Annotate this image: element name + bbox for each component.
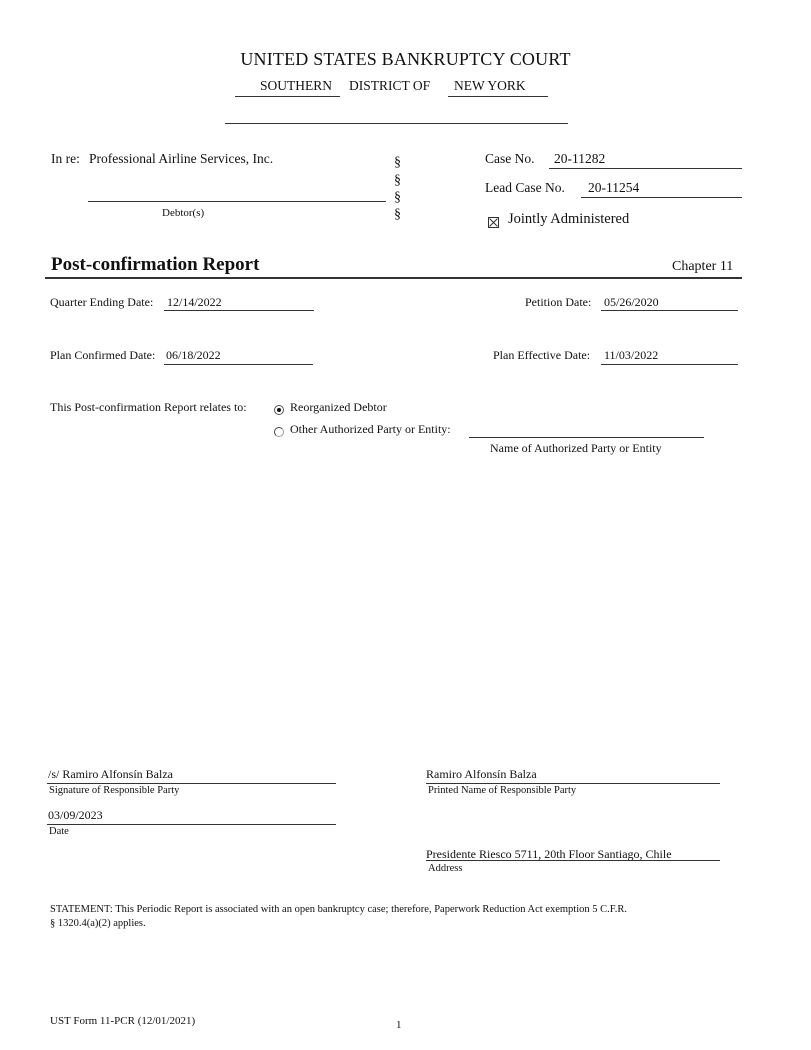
authorized-party-field[interactable] (469, 437, 704, 438)
district-state: NEW YORK (454, 78, 526, 93)
page-number: 1 (396, 1019, 402, 1031)
reorganized-debtor-radio[interactable] (274, 401, 284, 419)
quarter-ending-line (164, 310, 314, 311)
court-title: UNITED STATES BANKRUPTCY COURT (240, 49, 571, 69)
jointly-administered-checkbox[interactable] (488, 214, 499, 232)
other-party-radio[interactable] (274, 423, 284, 441)
jointly-administered-label: Jointly Administered (508, 211, 630, 227)
district-underline (235, 96, 340, 97)
lead-case-value: 20-11254 (588, 180, 640, 195)
section-mark: § (394, 173, 401, 188)
district-of-label: DISTRICT OF (349, 78, 431, 93)
section-mark: § (394, 155, 401, 170)
relates-to-label: This Post-confirmation Report relates to: (50, 400, 247, 414)
section-mark: § (394, 190, 401, 205)
statement-line-2: § 1320.4(a)(2) applies. (50, 918, 146, 929)
printed-name-label: Printed Name of Responsible Party (428, 785, 577, 796)
quarter-ending-value: 12/14/2022 (167, 295, 222, 309)
in-re-label: In re: (51, 151, 80, 166)
plan-confirmed-line (164, 364, 313, 365)
plan-confirmed-label: Plan Confirmed Date: (50, 348, 156, 362)
form-id: UST Form 11-PCR (12/01/2021) (50, 1015, 196, 1027)
plan-effective-label: Plan Effective Date: (493, 348, 591, 362)
authorized-party-caption: Name of Authorized Party or Entity (490, 441, 662, 455)
statement-line-1: STATEMENT: This Periodic Report is associated with an open bankruptcy case; therefore, Paperwork Reduction Act exemption 5 C.F.R. (50, 904, 628, 915)
case-no-label: Case No. (485, 151, 535, 166)
state-underline (448, 96, 548, 97)
signature-label: Signature of Responsible Party (49, 785, 180, 796)
printed-name-value: Ramiro Alfonsín Balza (426, 767, 537, 781)
debtor-name: Professional Airline Services, Inc. (89, 151, 274, 166)
signature-line (47, 783, 336, 784)
date-label: Date (49, 826, 69, 837)
case-no-value: 20-11282 (554, 151, 606, 166)
lead-case-line (581, 197, 742, 198)
case-no-line (549, 168, 742, 169)
other-party-label: Other Authorized Party or Entity: (290, 422, 451, 436)
lead-case-label: Lead Case No. (485, 180, 565, 195)
reorganized-debtor-label: Reorganized Debtor (290, 400, 387, 414)
address-value: Presidente Riesco 5711, 20th Floor Santiago, Chile (426, 847, 672, 861)
petition-date-value: 05/26/2020 (604, 295, 659, 309)
header-divider (225, 123, 568, 124)
petition-date-label: Petition Date: (525, 295, 592, 309)
report-title: Post-confirmation Report (51, 254, 260, 275)
date-line (47, 824, 336, 825)
title-rule (45, 277, 742, 279)
address-line (426, 860, 720, 861)
date-value: 03/09/2023 (48, 808, 103, 822)
plan-confirmed-value: 06/18/2022 (166, 348, 221, 362)
plan-effective-line (601, 364, 738, 365)
printed-name-line (426, 783, 720, 784)
quarter-ending-label: Quarter Ending Date: (50, 295, 154, 309)
plan-effective-value: 11/03/2022 (604, 348, 659, 362)
debtor-line (88, 201, 386, 202)
district-name: SOUTHERN (260, 78, 333, 93)
signature-value: /s/ Ramiro Alfonsín Balza (48, 767, 173, 781)
chapter-label: Chapter 11 (672, 259, 734, 274)
address-label: Address (428, 863, 463, 874)
section-mark: § (394, 207, 401, 222)
debtor-label: Debtor(s) (162, 207, 205, 219)
petition-date-line (601, 310, 738, 311)
